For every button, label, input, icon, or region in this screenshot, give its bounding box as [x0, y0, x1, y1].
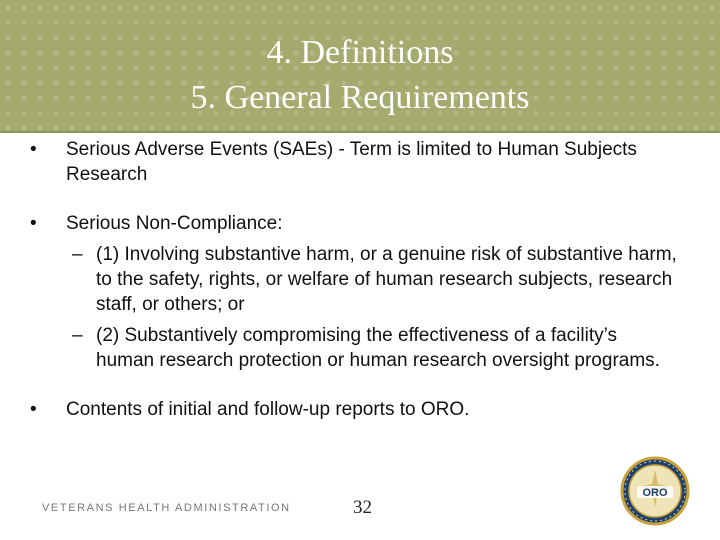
title-line-2: 5. General Requirements	[190, 79, 530, 116]
bullet-marker: •	[30, 399, 37, 420]
bullet-text: Serious Adverse Events (SAEs) - Term is limited to Human Subjects Research	[66, 139, 637, 185]
bullet-marker: •	[30, 139, 37, 160]
sub-bullet-compromising-effectiveness	[30, 323, 680, 373]
slide-title	[0, 30, 720, 120]
sub-bullet-substantive-harm	[30, 242, 680, 317]
oro-seal-icon	[620, 456, 690, 526]
footer-label: VETERANS HEALTH ADMINISTRATION	[42, 502, 291, 514]
bullet-serious-adverse-events	[30, 137, 680, 187]
title-line-1: 4. Definitions	[266, 34, 454, 71]
sub-bullet-text: (2) Substantively compromising the effectiveness of a facility’s human research protection or human research oversight programs.	[96, 325, 660, 371]
sub-bullet-marker: –	[72, 325, 83, 346]
sub-bullet-text: (1) Involving substantive harm, or a genuine risk of substantive harm, to the safety, rights, or welfare of human research subjects, research staff, or others; or	[96, 244, 677, 315]
bullet-text: Serious Non-Compliance:	[66, 213, 283, 234]
title-banner	[0, 0, 720, 133]
bullet-text: Contents of initial and follow-up reports to ORO.	[66, 399, 470, 420]
bullet-contents-of-reports	[30, 397, 680, 422]
slide-body	[30, 133, 680, 422]
page-number: 32	[353, 497, 372, 518]
bullet-serious-non-compliance	[30, 211, 680, 236]
sub-bullet-marker: –	[72, 244, 83, 265]
bullet-marker: •	[30, 213, 37, 234]
seal-text: ORO	[642, 487, 668, 499]
